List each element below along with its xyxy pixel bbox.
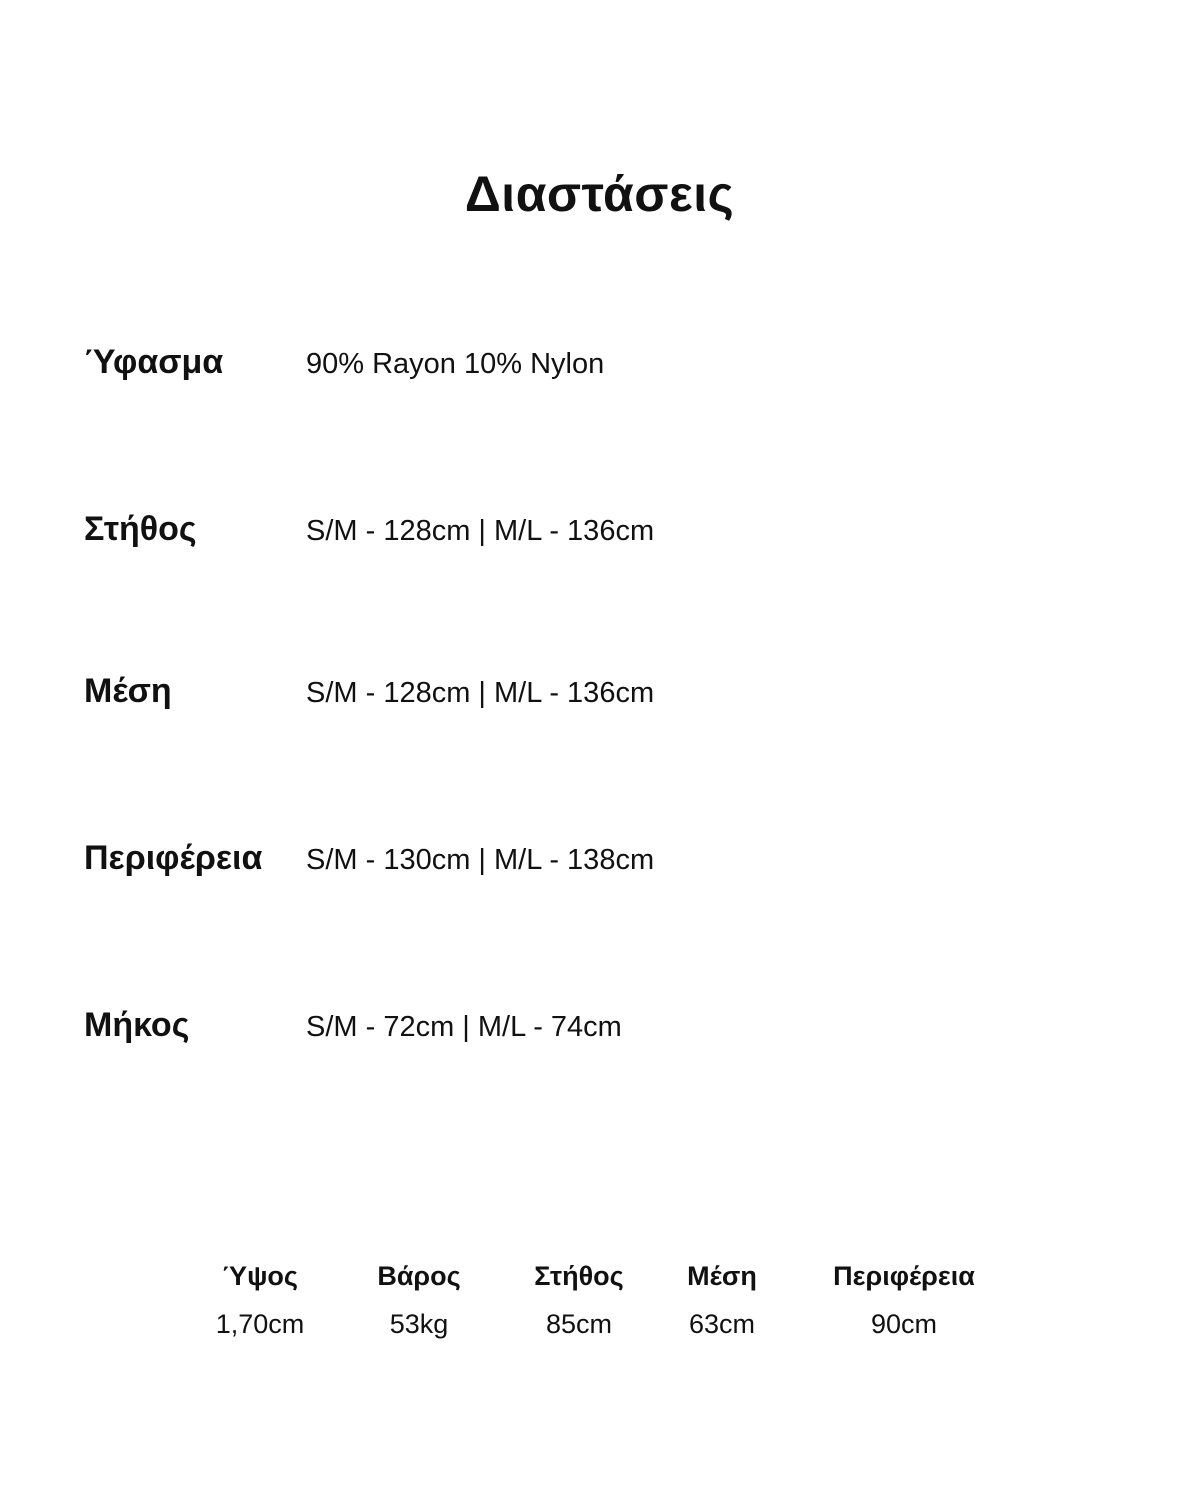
spec-value: S/M - 130cm | M/L - 138cm bbox=[306, 844, 655, 876]
spec-row-fabric bbox=[84, 337, 1084, 387]
model-stat-label: Ύψος bbox=[222, 1261, 298, 1291]
model-stat-label: Μέση bbox=[687, 1261, 757, 1291]
spec-label: Περιφέρεια bbox=[84, 839, 263, 877]
model-stat-label: Στήθος bbox=[534, 1261, 624, 1291]
model-stat-value: 63cm bbox=[688, 1309, 756, 1339]
model-stat-value: 90cm bbox=[870, 1309, 938, 1339]
model-stat-label: Περιφέρεια bbox=[833, 1261, 975, 1291]
spec-value: 90% Rayon 10% Nylon bbox=[306, 348, 605, 380]
model-stat-label: Βάρος bbox=[377, 1261, 461, 1291]
model-stat-value: 53kg bbox=[389, 1309, 449, 1339]
spec-value: S/M - 128cm | M/L - 136cm bbox=[306, 515, 655, 547]
spec-row-length bbox=[84, 1000, 1084, 1050]
spec-label: Μήκος bbox=[84, 1006, 190, 1044]
page-title: Διαστάσεις bbox=[464, 166, 735, 222]
spec-row-chest bbox=[84, 504, 1084, 554]
spec-label: Στήθος bbox=[84, 510, 197, 548]
model-stat-value: 1,70cm bbox=[215, 1309, 305, 1339]
spec-row-hips bbox=[84, 833, 1084, 883]
model-stat-hips bbox=[804, 1256, 1004, 1344]
spec-value: S/M - 128cm | M/L - 136cm bbox=[306, 677, 655, 709]
model-stat-waist bbox=[622, 1256, 822, 1344]
spec-value: S/M - 72cm | M/L - 74cm bbox=[306, 1011, 622, 1043]
model-stat-value: 85cm bbox=[545, 1309, 613, 1339]
spec-label: Μέση bbox=[84, 672, 172, 710]
spec-row-waist bbox=[84, 666, 1084, 716]
spec-label: Ύφασμα bbox=[84, 343, 224, 381]
